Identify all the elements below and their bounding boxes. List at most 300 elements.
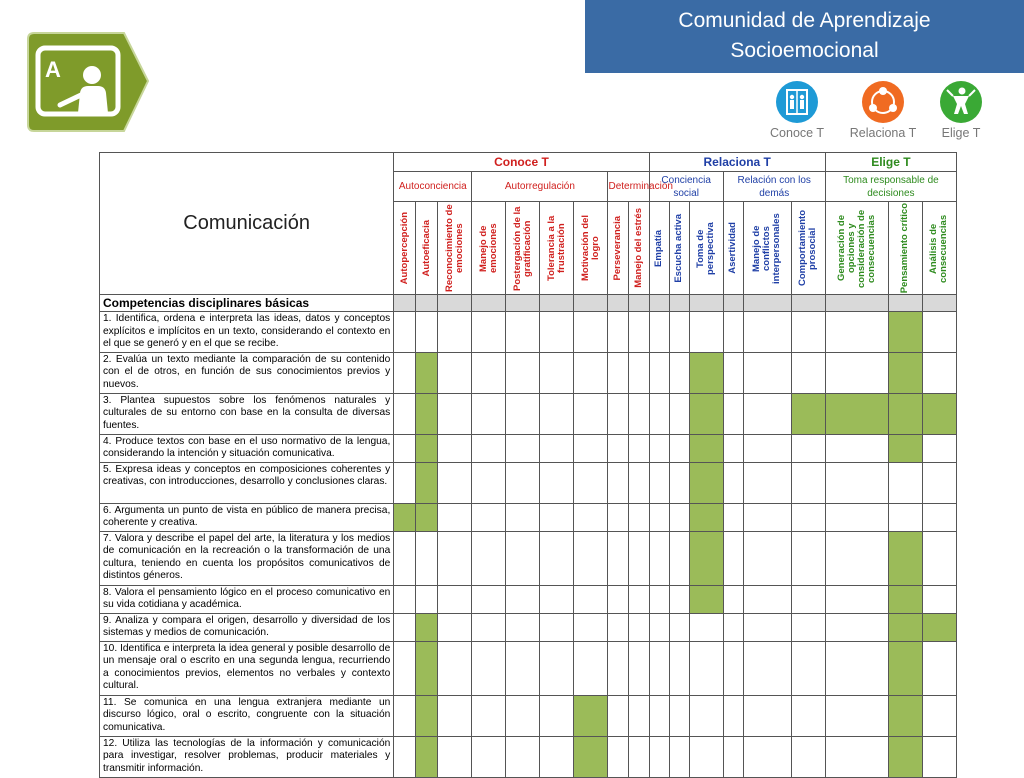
empty-cell — [743, 503, 791, 531]
empty-cell — [669, 641, 689, 695]
empty-cell — [608, 695, 629, 736]
empty-cell — [649, 312, 669, 353]
empty-cell — [540, 503, 574, 531]
empty-cell — [791, 736, 825, 777]
empty-cell — [723, 434, 743, 462]
empty-cell — [743, 613, 791, 641]
section-cell — [825, 295, 888, 312]
marked-cell — [888, 312, 922, 353]
empty-cell — [416, 312, 438, 353]
empty-cell — [791, 531, 825, 585]
empty-cell — [438, 585, 472, 613]
column-header — [825, 202, 888, 295]
empty-cell — [540, 641, 574, 695]
empty-cell — [825, 434, 888, 462]
table-title: Comunicación — [100, 153, 394, 295]
empty-cell — [669, 585, 689, 613]
empty-cell — [723, 503, 743, 531]
empty-cell — [574, 352, 608, 393]
empty-cell — [629, 434, 649, 462]
column-header-label: Pensamiento crítico — [899, 202, 911, 294]
empty-cell — [472, 641, 506, 695]
empty-cell — [723, 393, 743, 434]
empty-cell — [394, 462, 416, 503]
column-header-label: Comportamiento prosocial — [797, 210, 819, 286]
empty-cell — [629, 462, 649, 503]
column-header — [472, 202, 506, 295]
empty-cell — [629, 531, 649, 585]
empty-cell — [669, 503, 689, 531]
empty-cell — [472, 503, 506, 531]
marked-cell — [922, 613, 956, 641]
column-header-label: Manejo del estrés — [633, 208, 645, 288]
empty-cell — [472, 531, 506, 585]
column-header-label: Escucha activa — [673, 213, 685, 283]
selector-conoce[interactable] — [752, 80, 842, 140]
competency-text: 12. Utiliza las tecnologías de la información y comunicación para investigar, resolver problemas, producir materiales y transmitir información. — [100, 736, 394, 777]
section-cell — [608, 295, 629, 312]
empty-cell — [825, 641, 888, 695]
marked-cell — [888, 434, 922, 462]
section-cell — [888, 295, 922, 312]
empty-cell — [689, 613, 723, 641]
empty-cell — [743, 462, 791, 503]
empty-cell — [629, 393, 649, 434]
empty-cell — [669, 393, 689, 434]
section-cell — [416, 295, 438, 312]
empty-cell — [723, 585, 743, 613]
empty-cell — [791, 503, 825, 531]
column-header — [574, 202, 608, 295]
empty-cell — [922, 641, 956, 695]
empty-cell — [743, 585, 791, 613]
marked-cell — [689, 531, 723, 585]
table-row — [100, 695, 957, 736]
empty-cell — [743, 736, 791, 777]
group-relaciona: Relaciona T — [649, 153, 825, 172]
empty-cell — [574, 503, 608, 531]
empty-cell — [472, 352, 506, 393]
table-row — [100, 641, 957, 695]
empty-cell — [922, 434, 956, 462]
empty-cell — [438, 641, 472, 695]
empty-cell — [629, 736, 649, 777]
table-row — [100, 312, 957, 353]
section-cell — [472, 295, 506, 312]
empty-cell — [922, 503, 956, 531]
empty-cell — [438, 352, 472, 393]
empty-cell — [649, 462, 669, 503]
selector-elige-label: Elige T — [941, 126, 981, 140]
empty-cell — [608, 736, 629, 777]
subgroup-conciencia-social: Conciencia social — [649, 172, 723, 202]
table-row — [100, 352, 957, 393]
competency-text: 2. Evalúa un texto mediante la comparación de su contenido con el de otros, en función de sus conocimientos previos y nuevos. — [100, 352, 394, 393]
marked-cell — [888, 585, 922, 613]
empty-cell — [506, 312, 540, 353]
marked-cell — [574, 695, 608, 736]
empty-cell — [394, 613, 416, 641]
empty-cell — [608, 312, 629, 353]
selector-relaciona[interactable] — [838, 80, 928, 140]
empty-cell — [608, 434, 629, 462]
empty-cell — [669, 736, 689, 777]
marked-cell — [689, 352, 723, 393]
banner-title-line1: Comunidad de Aprendizaje — [678, 9, 931, 32]
empty-cell — [922, 695, 956, 736]
empty-cell — [723, 312, 743, 353]
empty-cell — [438, 736, 472, 777]
empty-cell — [608, 393, 629, 434]
empty-cell — [506, 641, 540, 695]
empty-cell — [574, 312, 608, 353]
empty-cell — [669, 312, 689, 353]
empty-cell — [649, 531, 669, 585]
empty-cell — [506, 503, 540, 531]
empty-cell — [669, 613, 689, 641]
empty-cell — [791, 312, 825, 353]
column-header-label: Generación de opciones y consideración de consecuencias — [835, 208, 877, 288]
empty-cell — [472, 462, 506, 503]
empty-cell — [629, 503, 649, 531]
section-cell — [540, 295, 574, 312]
empty-cell — [506, 585, 540, 613]
empty-cell — [649, 695, 669, 736]
empty-cell — [791, 352, 825, 393]
table-row — [100, 393, 957, 434]
empty-cell — [540, 352, 574, 393]
marked-cell — [416, 503, 438, 531]
section-cell — [506, 295, 540, 312]
competency-text: 9. Analiza y compara el origen, desarrollo y diversidad de los sistemas y medios de comunicación. — [100, 613, 394, 641]
section-cell — [723, 295, 743, 312]
empty-cell — [649, 641, 669, 695]
empty-cell — [649, 736, 669, 777]
empty-cell — [472, 312, 506, 353]
marked-cell — [416, 695, 438, 736]
empty-cell — [506, 613, 540, 641]
competency-text: 1. Identifica, ordena e interpreta las ideas, datos y conceptos explícitos e implícitos en un texto, considerando el contexto en el que se generó y en el que se recibe. — [100, 312, 394, 353]
empty-cell — [629, 585, 649, 613]
marked-cell — [574, 736, 608, 777]
competency-text: 6. Argumenta un punto de vista en público de manera precisa, coherente y creativa. — [100, 503, 394, 531]
marked-cell — [689, 434, 723, 462]
column-header-label: Asertividad — [727, 222, 739, 274]
empty-cell — [743, 434, 791, 462]
empty-cell — [608, 462, 629, 503]
empty-cell — [394, 736, 416, 777]
selector-elige[interactable] — [916, 80, 1006, 140]
empty-cell — [608, 531, 629, 585]
competency-text: 3. Plantea supuestos sobre los fenómenos naturales y culturales de su entorno con base en la consulta de diversas fuentes. — [100, 393, 394, 434]
empty-cell — [394, 641, 416, 695]
empty-cell — [791, 613, 825, 641]
empty-cell — [506, 736, 540, 777]
empty-cell — [669, 695, 689, 736]
empty-cell — [472, 434, 506, 462]
empty-cell — [608, 503, 629, 531]
empty-cell — [540, 613, 574, 641]
empty-cell — [472, 695, 506, 736]
marked-cell — [689, 393, 723, 434]
competency-table — [99, 152, 957, 778]
marked-cell — [888, 736, 922, 777]
empty-cell — [649, 613, 669, 641]
column-header — [689, 202, 723, 295]
empty-cell — [669, 531, 689, 585]
competency-text: 8. Valora el pensamiento lógico en el proceso comunicativo en su vida cotidiana y académica. — [100, 585, 394, 613]
competency-text: 11. Se comunica en una lengua extranjera mediante un discurso lógico, oral o escrito, congruente con la situación comunicativa. — [100, 695, 394, 736]
column-header — [888, 202, 922, 295]
table-body — [100, 153, 957, 778]
empty-cell — [649, 393, 669, 434]
table-row — [100, 503, 957, 531]
column-header-label: Manejo de emociones — [477, 223, 499, 273]
marked-cell — [888, 531, 922, 585]
people-circle-icon — [861, 80, 905, 124]
empty-cell — [506, 462, 540, 503]
empty-cell — [472, 613, 506, 641]
empty-cell — [689, 312, 723, 353]
empty-cell — [394, 393, 416, 434]
subgroup-autorregulacion: Autorregulación — [472, 172, 608, 202]
empty-cell — [438, 462, 472, 503]
empty-cell — [825, 352, 888, 393]
section-cell — [574, 295, 608, 312]
banner-title-line2: Socioemocional — [730, 39, 879, 62]
empty-cell — [922, 462, 956, 503]
empty-cell — [791, 695, 825, 736]
empty-cell — [629, 695, 649, 736]
column-header-label: Reconocimiento de emociones — [443, 204, 465, 292]
section-cell — [922, 295, 956, 312]
empty-cell — [574, 393, 608, 434]
empty-cell — [791, 585, 825, 613]
empty-cell — [649, 585, 669, 613]
empty-cell — [540, 434, 574, 462]
empty-cell — [649, 434, 669, 462]
empty-cell — [743, 312, 791, 353]
empty-cell — [825, 531, 888, 585]
column-header — [649, 202, 669, 295]
competency-text: 5. Expresa ideas y conceptos en composiciones coherentes y creativas, con introducciones, desarrollo y conclusiones claras. — [100, 462, 394, 503]
empty-cell — [416, 585, 438, 613]
column-header-label: Motivación del logro — [579, 215, 601, 281]
empty-cell — [394, 695, 416, 736]
competency-text: 7. Valora y describe el papel del arte, la literatura y los medios de comunicación en la recreación o la transformación de una cultura, teniendo en cuenta los propósitos comunicativos de distintos géneros. — [100, 531, 394, 585]
subgroup-relacion-demas: Relación con los demás — [723, 172, 825, 202]
column-header — [608, 202, 629, 295]
subgroup-autoconciencia: Autoconciencia — [394, 172, 472, 202]
empty-cell — [825, 613, 888, 641]
selector-relaciona-label: Relaciona T — [849, 126, 917, 140]
empty-cell — [825, 585, 888, 613]
empty-cell — [825, 695, 888, 736]
empty-cell — [825, 736, 888, 777]
empty-cell — [743, 641, 791, 695]
column-header — [669, 202, 689, 295]
column-header-label: Autoeficacia — [420, 219, 432, 277]
empty-cell — [574, 613, 608, 641]
column-header — [506, 202, 540, 295]
empty-cell — [723, 531, 743, 585]
column-header — [922, 202, 956, 295]
empty-cell — [743, 393, 791, 434]
marked-cell — [922, 393, 956, 434]
empty-cell — [438, 695, 472, 736]
column-header — [723, 202, 743, 295]
column-header-label: Toma de perspectiva — [695, 221, 717, 275]
marked-cell — [416, 736, 438, 777]
empty-cell — [669, 352, 689, 393]
empty-cell — [608, 641, 629, 695]
empty-cell — [608, 352, 629, 393]
empty-cell — [743, 695, 791, 736]
marked-cell — [888, 352, 922, 393]
empty-cell — [669, 434, 689, 462]
column-header-label: Tolerancia a la frustración — [545, 215, 567, 281]
table-row — [100, 585, 957, 613]
empty-cell — [394, 312, 416, 353]
svg-text:A: A — [45, 57, 61, 82]
empty-cell — [506, 434, 540, 462]
column-header — [438, 202, 472, 295]
empty-cell — [540, 462, 574, 503]
empty-cell — [791, 434, 825, 462]
empty-cell — [574, 531, 608, 585]
empty-cell — [922, 585, 956, 613]
column-header-label: Manejo de conflictos interpersonales — [751, 212, 783, 284]
empty-cell — [394, 585, 416, 613]
empty-cell — [540, 312, 574, 353]
marked-cell — [416, 613, 438, 641]
empty-cell — [438, 312, 472, 353]
empty-cell — [506, 695, 540, 736]
empty-cell — [649, 352, 669, 393]
column-header — [416, 202, 438, 295]
column-header — [791, 202, 825, 295]
column-header — [743, 202, 791, 295]
section-cell — [791, 295, 825, 312]
empty-cell — [629, 613, 649, 641]
marked-cell — [689, 462, 723, 503]
empty-cell — [540, 393, 574, 434]
empty-cell — [629, 352, 649, 393]
empty-cell — [438, 393, 472, 434]
choice-figure-icon — [939, 80, 983, 124]
empty-cell — [608, 613, 629, 641]
empty-cell — [669, 462, 689, 503]
column-header — [629, 202, 649, 295]
empty-cell — [689, 641, 723, 695]
empty-cell — [574, 434, 608, 462]
empty-cell — [723, 462, 743, 503]
empty-cell — [506, 531, 540, 585]
empty-cell — [574, 462, 608, 503]
section-cell — [629, 295, 649, 312]
column-header-label: Perseverancia — [612, 215, 624, 281]
column-header — [394, 202, 416, 295]
column-header-label: Empatía — [653, 229, 665, 267]
empty-cell — [723, 352, 743, 393]
marked-cell — [416, 434, 438, 462]
table-row — [100, 736, 957, 777]
empty-cell — [743, 531, 791, 585]
marked-cell — [689, 585, 723, 613]
empty-cell — [888, 503, 922, 531]
marked-cell — [888, 641, 922, 695]
teacher-board-logo-icon — [24, 33, 150, 135]
empty-cell — [394, 352, 416, 393]
empty-cell — [506, 352, 540, 393]
marked-cell — [416, 462, 438, 503]
title-banner — [585, 0, 1024, 73]
section-cell — [649, 295, 669, 312]
empty-cell — [743, 352, 791, 393]
section-cell — [669, 295, 689, 312]
empty-cell — [540, 736, 574, 777]
section-heading: Competencias disciplinares básicas — [100, 295, 394, 312]
competency-text: 10. Identifica e interpreta la idea general y posible desarrollo de un mensaje oral o escrito en una segunda lengua, recurriendo a conocimientos previos, elementos no verbales y contexto cultural. — [100, 641, 394, 695]
empty-cell — [438, 613, 472, 641]
marked-cell — [689, 503, 723, 531]
empty-cell — [629, 641, 649, 695]
empty-cell — [472, 736, 506, 777]
empty-cell — [723, 695, 743, 736]
marked-cell — [791, 393, 825, 434]
marked-cell — [416, 352, 438, 393]
table-row — [100, 462, 957, 503]
empty-cell — [540, 531, 574, 585]
empty-cell — [689, 736, 723, 777]
empty-cell — [506, 393, 540, 434]
group-elige: Elige T — [825, 153, 956, 172]
competency-text: 4. Produce textos con base en el uso normativo de la lengua, considerando la intención y situación comunicativa. — [100, 434, 394, 462]
marked-cell — [888, 695, 922, 736]
empty-cell — [574, 641, 608, 695]
empty-cell — [922, 531, 956, 585]
empty-cell — [540, 585, 574, 613]
marked-cell — [416, 393, 438, 434]
column-header-label: Análisis de consecuencias — [928, 213, 950, 283]
section-cell — [743, 295, 791, 312]
empty-cell — [649, 503, 669, 531]
empty-cell — [922, 736, 956, 777]
elevator-icon — [775, 80, 819, 124]
empty-cell — [540, 695, 574, 736]
empty-cell — [825, 503, 888, 531]
table-row — [100, 613, 957, 641]
column-header-label: Autopercepción — [398, 211, 410, 285]
group-conoce: Conoce T — [394, 153, 649, 172]
empty-cell — [438, 434, 472, 462]
marked-cell — [416, 641, 438, 695]
empty-cell — [472, 585, 506, 613]
empty-cell — [922, 352, 956, 393]
subgroup-toma-responsable: Toma responsable de decisiones — [825, 172, 956, 202]
empty-cell — [472, 393, 506, 434]
empty-cell — [394, 434, 416, 462]
marked-cell — [394, 503, 416, 531]
empty-cell — [723, 641, 743, 695]
column-header-label: Postergación de la gratificación — [511, 205, 533, 291]
empty-cell — [723, 736, 743, 777]
empty-cell — [416, 531, 438, 585]
table-row — [100, 434, 957, 462]
empty-cell — [723, 613, 743, 641]
empty-cell — [438, 503, 472, 531]
empty-cell — [608, 585, 629, 613]
